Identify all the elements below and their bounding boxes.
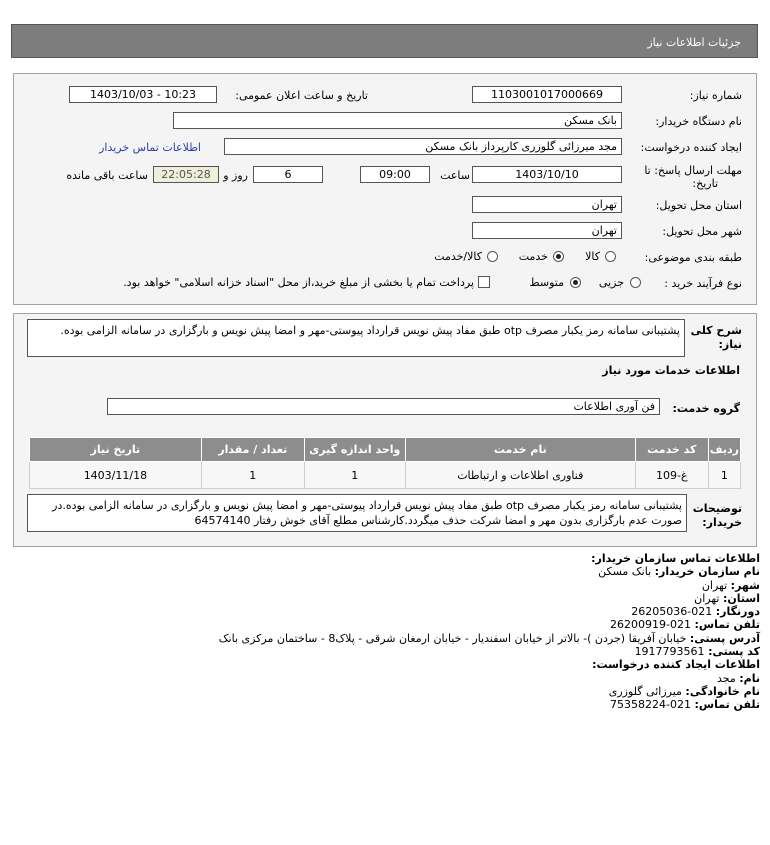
contact-address-label: آدرس پستی:: [689, 631, 760, 645]
services-table: [29, 437, 741, 489]
creator-name: مجد: [716, 671, 736, 685]
cell-quantity: 1: [201, 462, 304, 489]
need-description-text: پشتیبانی سامانه رمز یکبار مصرف otp طبق مفاد پیش نویس قرارداد پیوستی-مهر و امضا پیش نویس و بارگزاری در سامانه الزامی بوده.: [27, 319, 685, 357]
service-group-label: گروه خدمت:: [672, 402, 740, 415]
category-label: طبقه بندی موضوعی:: [644, 251, 742, 264]
deadline-date-label: تاریخ:: [692, 177, 718, 190]
contact-province: تهران: [694, 591, 720, 605]
province-label: استان محل تحویل:: [655, 199, 742, 212]
treasury-payment-note: پرداخت تمام یا بخشی از مبلغ خرید،از محل "اسناد خزانه اسلامی" خواهد بود.: [123, 276, 474, 289]
buyer-org-field: بانک مسکن: [173, 112, 622, 129]
cell-service-name: فناوری اطلاعات و ارتباطات: [405, 462, 635, 489]
need-number-field: 1103001017000669: [472, 86, 622, 103]
category-option-goods: کالا: [585, 250, 600, 263]
col-service-code: کد خدمت: [635, 438, 708, 462]
contact-title: اطلاعات تماس سازمان خریدار:: [591, 552, 760, 565]
buyer-contact-info: [20, 552, 760, 712]
contact-fax: 021-26205036: [631, 605, 713, 619]
table-row: [30, 462, 741, 489]
col-unit: واحد اندازه گیری: [304, 438, 405, 462]
buyer-org-label: نام دستگاه خریدار:: [655, 115, 742, 128]
category-radio-goods[interactable]: [605, 251, 616, 262]
category-option-goods-service: کالا/خدمت: [434, 250, 482, 263]
creator-phone: 021-75358224: [610, 698, 692, 712]
creator-name-label: نام:: [739, 671, 760, 685]
category-option-service: خدمت: [518, 250, 548, 263]
deadline-time-field: 09:00: [360, 166, 430, 183]
col-row-number: ردیف: [708, 438, 740, 462]
process-option-medium: متوسط: [529, 276, 564, 289]
days-field: 6: [253, 166, 323, 183]
contact-postal: 1917793561: [634, 645, 705, 659]
services-section-title: اطلاعات خدمات مورد نیاز: [602, 364, 740, 377]
deadline-label: مهلت ارسال پاسخ: تا: [644, 164, 742, 177]
cell-service-code: غ-109: [635, 462, 708, 489]
contact-org: بانک مسکن: [598, 565, 652, 579]
need-description-label: شرح کلی نیاز:: [690, 324, 742, 351]
remaining-time-label: ساعت باقی مانده: [66, 169, 148, 182]
contact-phone-label: تلفن تماس:: [694, 618, 760, 632]
services-table-header: [30, 438, 741, 462]
process-radio-medium[interactable]: [570, 277, 581, 288]
requester-label: ایجاد کننده درخواست:: [640, 141, 742, 154]
col-service-name: نام خدمت: [405, 438, 635, 462]
col-need-date: تاریخ نیاز: [30, 438, 202, 462]
buyer-contact-link[interactable]: اطلاعات تماس خریدار: [99, 141, 201, 154]
cell-unit: 1: [304, 462, 405, 489]
contact-city: تهران: [701, 578, 728, 592]
treasury-payment-checkbox[interactable]: [478, 276, 490, 288]
creator-phone-label: تلفن تماس:: [694, 698, 760, 712]
city-field: تهران: [472, 222, 622, 239]
remaining-time-field: 22:05:28: [153, 166, 219, 183]
process-radio-minor[interactable]: [630, 277, 641, 288]
creator-family: میرزائی گلوزری: [608, 684, 682, 698]
cell-need-date: 1403/11/18: [30, 462, 202, 489]
need-number-label: شماره نیاز:: [689, 89, 742, 102]
process-option-minor: جزیی: [598, 276, 624, 289]
announce-datetime-label: تاریخ و ساعت اعلان عمومی:: [235, 89, 368, 102]
service-group-field: فن آوری اطلاعات: [107, 398, 660, 415]
contact-phone: 021-26200919: [610, 618, 692, 632]
requester-field: مجد میرزائی گلوزری کارپرداز بانک مسکن: [224, 138, 622, 155]
deadline-time-label: ساعت: [440, 169, 470, 182]
process-type-label: نوع فرآیند خرید :: [664, 277, 742, 290]
col-quantity: تعداد / مقدار: [201, 438, 304, 462]
buyer-notes-label: توضیحات خریدار:: [692, 502, 742, 529]
contact-address: خیابان آفریقا (جردن )- بالاتر از خیابان اسفندیار - خیابان ارمغان شرقی - پلاک8 - ساختمان مرکزی بانک: [218, 631, 687, 645]
creator-family-label: نام خانوادگی:: [685, 684, 760, 698]
category-radio-service[interactable]: [553, 251, 564, 262]
contact-city-label: شهر:: [730, 578, 760, 592]
page-header: [11, 24, 758, 58]
creator-title: اطلاعات ایجاد کننده درخواست:: [592, 658, 760, 672]
page-title: جزئیات اطلاعات نیاز: [647, 36, 741, 49]
contact-fax-label: دورنگار:: [715, 605, 760, 619]
category-radio-goods-service[interactable]: [487, 251, 498, 262]
buyer-notes-text: پشتیبانی سامانه رمز یکبار مصرف otp طبق مفاد پیش نویس قرارداد پیوستی-مهر و امضا پیش نویس و بارگزاری در سامانه الزامی بوده.در صورت عدم بارگزاری بدون مهر و امضا شرکت حذف میگردد.کارشناس مطلع آقای خوش رفتار 64574140: [27, 494, 687, 532]
deadline-date-field: 1403/10/10: [472, 166, 622, 183]
province-field: تهران: [472, 196, 622, 213]
contact-postal-label: کد پستی:: [708, 645, 760, 659]
contact-province-label: استان:: [723, 591, 760, 605]
city-label: شهر محل تحویل:: [662, 225, 742, 238]
announce-datetime-field: 1403/10/03 - 10:23: [69, 86, 217, 103]
contact-org-label: نام سازمان خریدار:: [654, 565, 760, 579]
cell-row-number: 1: [708, 462, 740, 489]
days-label: روز و: [223, 169, 248, 182]
need-info-panel: [13, 73, 757, 305]
